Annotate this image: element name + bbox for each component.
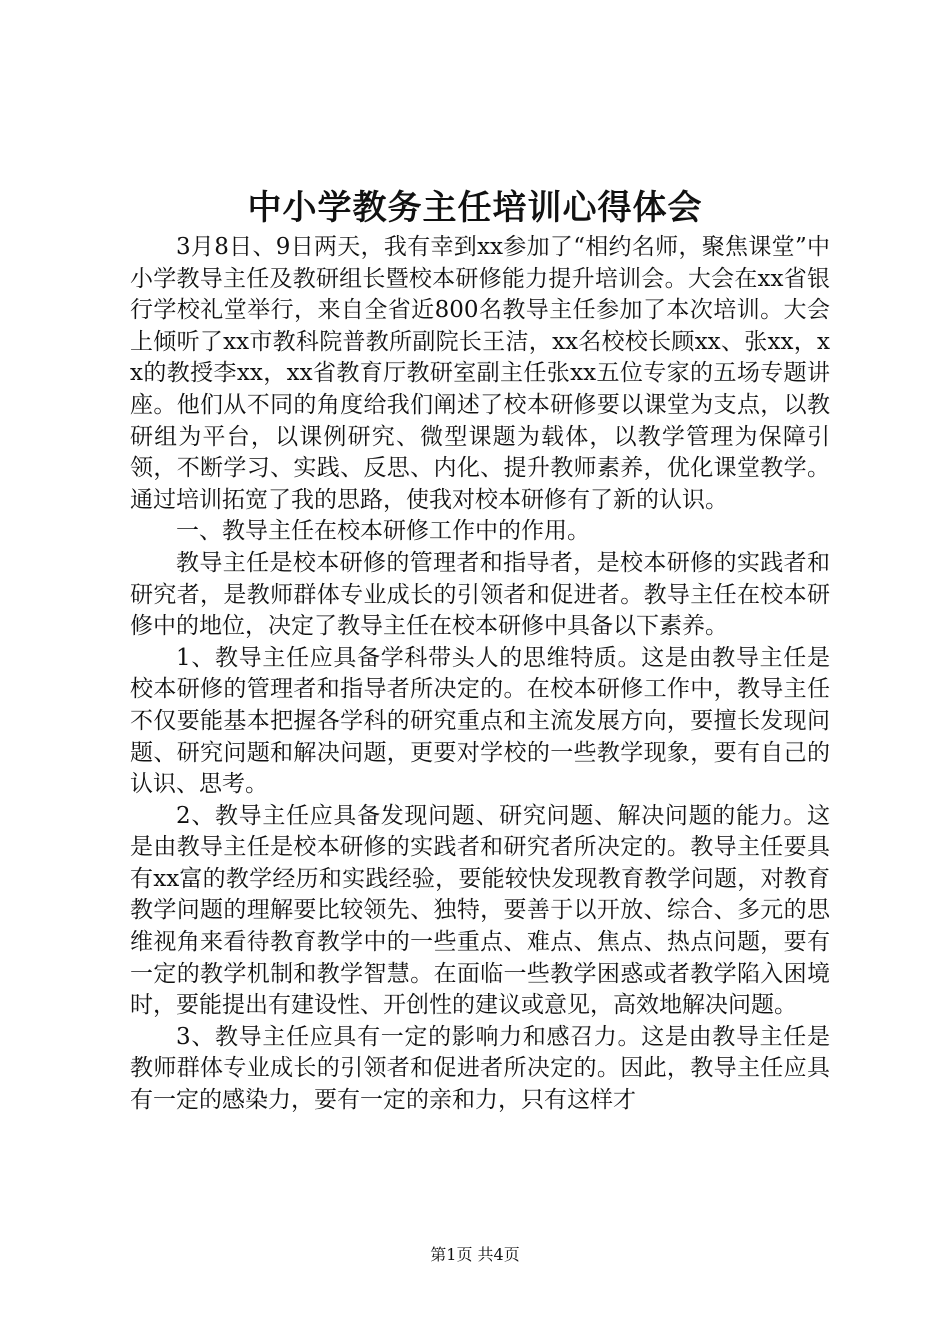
paragraph-point-3: 3、教导主任应具有一定的影响力和感召力。这是由教导主任是教师群体专业成长的引领者和促进者所决定的。因此，教导主任应具有一定的感染力，要有一定的亲和力，只有这样才 (130, 1023, 830, 1114)
paragraph-role: 教导主任是校本研修的管理者和指导者，是校本研修的实践者和研究者，是教师群体专业成长的引领者和促进者。教导主任在校本研修中的地位，决定了教导主任在校本研修中具备以下素养。 (130, 549, 830, 640)
document-body (130, 232, 830, 1117)
section-heading-1: 一、教导主任在校本研修工作中的作用。 (176, 518, 590, 545)
paragraph-intro: 3月8日、9日两天，我有幸到xx参加了“相约名师，聚焦课堂”中小学教导主任及教研组长暨校本研修能力提升培训会。大会在xx省银行学校礼堂举行，来自全省近800名教导主任参加了本次培训。大会上倾听了xx市教科院普教所副院长王洁，xx名校校长顾xx、张xx，xx的教授李xx，xx省教育厅教研室副主任张xx五位专家的五场专题讲座。他们从不同的角度给我们阐述了校本研修要以课堂为支点，以教研组为平台，以课例研究、微型课题为载体，以教学管理为保障引领，不断学习、实践、反思、内化、提升教师素养，优化课堂教学。通过培训拓宽了我的思路，使我对校本研修有了新的认识。 (130, 234, 830, 513)
page-footer: 第1页 共4页 (430, 1245, 520, 1264)
document-title: 中小学教务主任培训心得体会 (247, 188, 703, 228)
paragraph-point-1: 1、教导主任应具备学科带头人的思维特质。这是由教导主任是校本研修的管理者和指导者所决定的。在校本研修工作中，教导主任不仅要能基本把握各学科的研究重点和主流发展方向，要擅长发现问题、研究问题和解决问题，更要对学校的一些教学现象，要有自己的认识、思考。 (130, 644, 830, 798)
paragraph-point-2: 2、教导主任应具备发现问题、研究问题、解决问题的能力。这是由教导主任是校本研修的实践者和研究者所决定的。教导主任要具有xx富的教学经历和实践经验，要能较快发现教育教学问题，对教育教学问题的理解要比较领先、独特，要善于以开放、综合、多元的思维视角来看待教育教学中的一些重点、难点、焦点、热点问题，要有一定的教学机制和教学智慧。在面临一些教学困惑或者教学陷入困境时，要能提出有建设性、开创性的建议或意见，高效地解决问题。 (130, 802, 830, 1019)
